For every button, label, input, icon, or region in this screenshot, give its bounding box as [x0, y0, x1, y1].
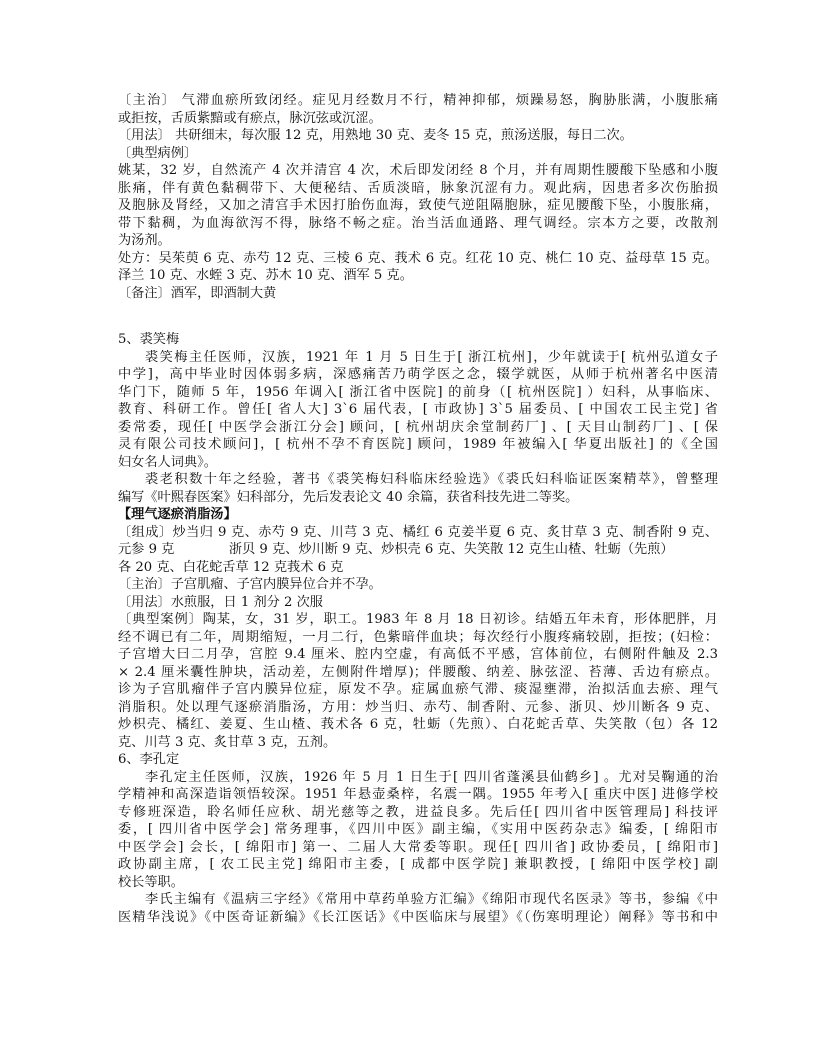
text-line: 5、裘笑梅 — [118, 332, 180, 347]
text-line: 医精华浅说》《中医奇证新编》《长江医话》《中医临床与展望》《（伤寒明理论）阐释》等书和中 — [118, 909, 718, 925]
text-line: 委，[ 四川省中医学会] 常务理事，《四川中医》副主编，《实用中医药杂志》编委，[ 绵阳市 — [118, 822, 718, 837]
text-line: 〔组成〕炒当归 9 克、赤芍 9 克、川芎 3 克、橘红 6 克姜半夏 6 克、炙甘草 3 克、制香附 9 克、 — [118, 524, 718, 540]
text-line: 或拒按，舌质紫黯或有瘀点，脉沉弦或沉涩。 — [118, 110, 382, 126]
text-line: 政协副主席，[ 农工民主党] 绵阳市主委，[ 成都中医学院] 兼职教授，[ 绵阳中医学校] 副 — [118, 857, 718, 872]
text-line: 【理气逐瘀消脂汤】 — [118, 507, 237, 522]
text-line: 子宫增大曰二月孕，宫腔 9.4 厘米、腔内空虚，有高低不平感，宫体前位，右侧附件触及 2.3 — [118, 647, 718, 662]
text-line: 李孔定主任医师，汉族，1926 年 5 月 1 日生于[ 四川省蓬溪县仙鹤乡] 。尤对吴鞠通的治 — [145, 769, 718, 785]
text-line: 姚某，32 岁，自然流产 4 次并清宫 4 次，术后即发闭经 8 个月，并有周期性腰酸下坠感和小腹 — [118, 163, 718, 178]
text-line: 〔主治〕子宫肌瘤、子宫内膜异位合并不孕。 — [118, 577, 382, 592]
text-line: 带下黏稠，为血海欲泻不得，脉络不畅之症。治当活血通路、理气调经。宗本方之要，改散剂 — [118, 215, 718, 231]
text-line: 元参 9 克 浙贝 9 克、炒川断 9 克、炒枳壳 6 克、失笑散 12 克生山楂、牡蛎（先煎） — [118, 542, 674, 557]
section-physician-biographies — [118, 331, 718, 926]
text-line: 经不调已有二年，周期缩短，一月二行，色紫暗伴血块；每次经行小腹疼痛较剧，拒按；(妇检： — [118, 629, 718, 645]
text-line: 〔备注〕酒军，即酒制大黄 — [118, 285, 277, 301]
text-line: 中学]，高中毕业时因体弱多病，深感痛苦乃萌学医之念，辍学就医，从师于杭州著名中医清 — [118, 367, 718, 382]
text-line: 6、李孔定 — [118, 752, 180, 767]
text-line: 胀痛，伴有黄色黏稠带下、大便秘结、舌质淡暗，脉象沉涩有力。观此病，因患者多次伤胎损 — [118, 180, 718, 196]
text-line: 妇女名人词典》。 — [118, 454, 217, 470]
text-line: 委常委，现任[ 中医学会浙江分会] 顾问，[ 杭州胡庆余堂制药厂] 、[ 天目山制药厂] 、[ 保 — [118, 419, 718, 435]
text-line: 教育、科研工作。曾任[ 省人大] 3`6 届代表，[ 市政协] 3`5 届委员、[ 中国农工民主党] 省 — [118, 402, 718, 417]
text-line: 消脂积。处以理气逐瘀消脂汤，方用：炒当归、赤芍、制香附、元参、浙贝、炒川断各 9 克、 — [118, 699, 718, 715]
text-line: 各 20 克、白花蛇舌草 12 克莪术 6 克 — [118, 559, 344, 575]
text-line: 校长等职。 — [118, 874, 184, 890]
text-line: 裘老积数十年之经验，著书《裘笑梅妇科临床经验选》《裘氏妇科临证医案精萃》，曾整理 — [145, 472, 718, 487]
text-line: 处方：吴茱萸 6 克、赤芍 12 克、三棱 6 克、莪术 6 克。红花 10 克、桃仁 10 克、益母草 15 克。 — [118, 250, 718, 266]
text-line: 〔用法〕水煎服，日 1 剂分 2 次服 — [118, 594, 323, 610]
text-line: 华门下，随师 5 年，1956 年调入[ 浙江省中医院] 的前身（[ 杭州医院] ）妇科，从事临床、 — [118, 384, 718, 400]
text-line: × 2.4 厘米囊性肿块，活动差，左侧附件增厚)；伴腰酸、纳差、脉弦涩、苔薄、舌边有瘀点。 — [118, 664, 718, 680]
text-line: 克、川芎 3 克、炙甘草 3 克，五剂。 — [118, 734, 337, 750]
text-line: 裘笑梅主任医师，汉族，1921 年 1 月 5 日生于[ 浙江杭州]，少年就读于[ 杭州弘道女子 — [145, 349, 718, 365]
text-line: 及胞脉及肾经，又加之清宫手术因打胎伤血海，致使气逆阻隔胞脉，症见腰酸下坠，小腹胀痛， — [118, 198, 718, 213]
text-line: 诊为子宫肌瘤伴子宫内膜异位症，原发不孕。症属血瘀气滞、痰湿壅滞，治拟活血去瘀、理气 — [118, 682, 718, 697]
text-line: 泽兰 10 克、水蛭 3 克、苏木 10 克、酒军 5 克。 — [118, 268, 413, 283]
text-line: 编写《叶熙春医案》妇科部分，先后发表论文 40 余篇，获省科技先进二等奖。 — [118, 489, 579, 505]
text-line: 〔典型病例〕 — [118, 145, 198, 161]
text-line: 中医学会] 会长，[ 绵阳市] 第一、二届人大常委等职。现任[ 四川省] 政协委员，[ 绵阳市] — [118, 839, 718, 855]
text-line: 〔典型案例〕陶某，女，31 岁，职工。1983 年 8 月 18 日初诊。结婚五年未育，形体肥胖，月 — [118, 612, 718, 627]
text-line: 炒枳壳、橘红、姜夏、生山楂、莪术各 6 克，牡蛎（先煎）、白花蛇舌草、失笑散（包）各 12 — [118, 717, 718, 732]
text-line: 学精神和高深造诣领悟较深。1951 年悬壶桑梓，名震一隅。1955 年考入[ 重庆中医] 进修学校 — [118, 787, 718, 802]
text-line: 李氏主编有《温病三字经》《常用中草药单验方汇编》《绵阳市现代名医录》等书，参编《中 — [145, 892, 718, 907]
text-line: 灵有限公司技术顾问]，[ 杭州不孕不育医院] 顾问，1989 年被编入[ 华夏出版社] 的《全国 — [118, 437, 718, 452]
section-prescription-case — [118, 92, 718, 302]
text-line: 专修班深造，聆名师任应秋、胡光慈等之教，进益良多。先后任[ 四川省中医管理局] 科技评 — [118, 804, 718, 820]
text-line: 〔主治〕 气滞血瘀所致闭经。症见月经数月不行，精神抑郁，烦躁易怒，胸胁胀满，小腹胀痛 — [118, 93, 718, 108]
text-line: 为汤剂。 — [118, 233, 171, 248]
text-line: 〔用法〕 共研细末，每次服 12 克，用熟地 30 克、麦冬 15 克，煎汤送服，每日二次。 — [118, 128, 633, 143]
